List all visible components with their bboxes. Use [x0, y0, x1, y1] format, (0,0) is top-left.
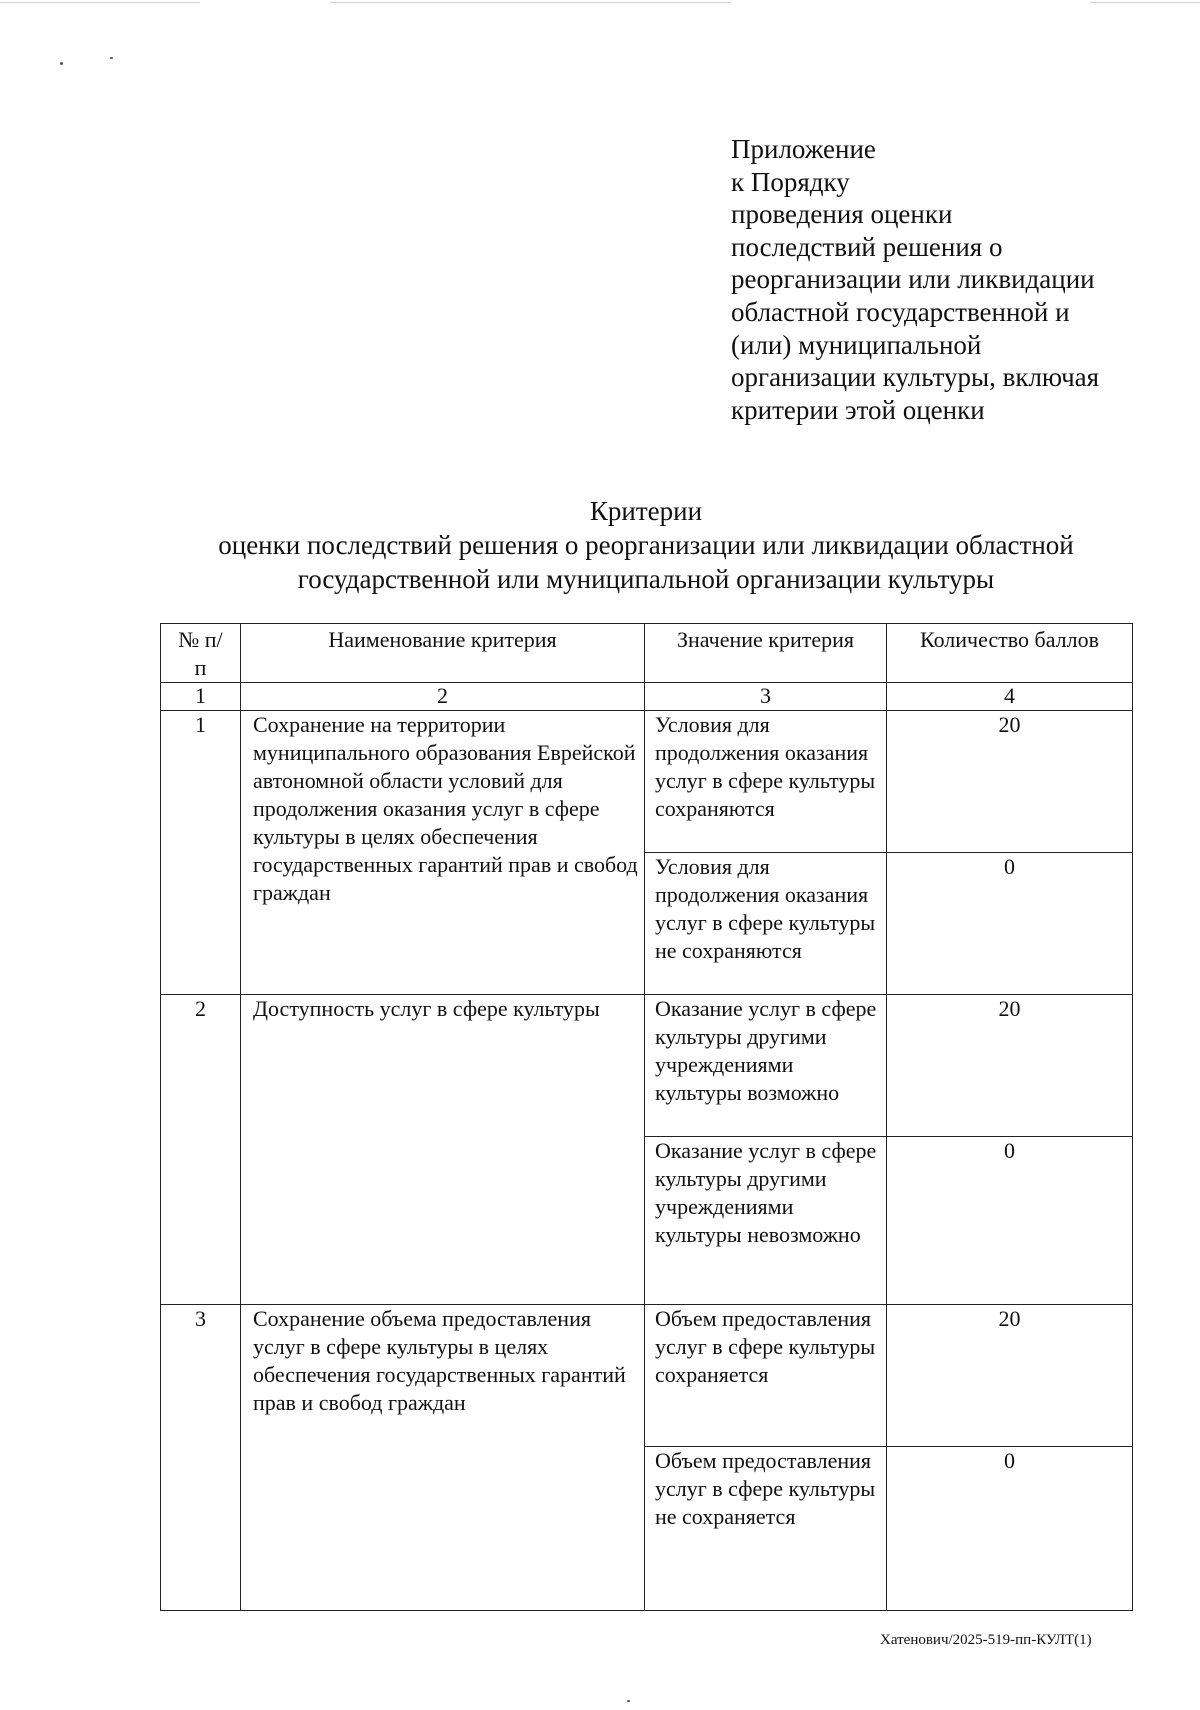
appendix-line: реорганизации или ликвидации: [731, 264, 1095, 295]
table-header-row: [161, 624, 1133, 683]
scan-speck: [60, 62, 63, 65]
criterion-name: Доступность услуг в сфере культуры: [241, 995, 645, 1305]
criteria-title-line: оценки последствий решения о реорганизации или ликвидации областной: [218, 530, 1074, 560]
criterion-name: Сохранение объема предоставления услуг в сфере культуры в целях обеспечения государственных гарантий прав и свобод граждан: [241, 1305, 645, 1611]
appendix-line: последствий решения о: [731, 231, 1003, 262]
criterion-points: 0: [887, 1447, 1133, 1611]
column-number: 2: [241, 683, 645, 711]
criterion-points: 0: [887, 1137, 1133, 1305]
criteria-title-line: Критерии: [589, 496, 703, 526]
appendix-line: проведения оценки: [731, 199, 953, 230]
header-num: № п/п: [161, 624, 241, 683]
criterion-value: Объем предоставления услуг в сфере культуры не сохраняется: [645, 1447, 887, 1611]
column-number-row: [161, 683, 1133, 711]
column-number: 3: [645, 683, 887, 711]
appendix-block: [731, 133, 1099, 426]
scan-edge-line: [330, 2, 730, 3]
appendix-line: критерии этой оценки: [731, 394, 985, 425]
criterion-value: Условия для продолжения оказания услуг в сфере культуры сохраняются: [645, 711, 887, 853]
criterion-points: 0: [887, 853, 1133, 995]
row-number: 3: [161, 1305, 241, 1611]
column-number: 4: [887, 683, 1133, 711]
header-points: Количество баллов: [887, 624, 1133, 683]
criterion-value: Условия для продолжения оказания услуг в сфере культуры не сохраняются: [645, 853, 887, 995]
scan-edge-line: [0, 2, 200, 3]
appendix-line: организации культуры, включая: [731, 362, 1100, 393]
table-row: [161, 1305, 1133, 1447]
table-row: [161, 711, 1133, 853]
appendix-line: областной государственной и: [731, 296, 1070, 327]
scan-speck: [627, 1700, 630, 1702]
criterion-name: Сохранение на территории муниципального образования Еврейской автономной области условий для продолжения оказания услуг в сфере культуры в целях обеспечения государственных гарантий прав и свобод граждан: [241, 711, 645, 995]
row-number: 1: [161, 711, 241, 995]
criterion-value: Оказание услуг в сфере культуры другими учреждениями культуры невозможно: [645, 1137, 887, 1305]
row-number: 2: [161, 995, 241, 1305]
criterion-value: Объем предоставления услуг в сфере культуры сохраняется: [645, 1305, 887, 1447]
document-reference: Хатенович/2025-519-пп-КУЛТ(1): [880, 1632, 1092, 1648]
table-row: [161, 995, 1133, 1137]
criterion-value: Оказание услуг в сфере культуры другими учреждениями культуры возможно: [645, 995, 887, 1137]
criteria-title: [150, 494, 1142, 596]
criteria-table: [160, 623, 1133, 1611]
appendix-line: (или) муниципальной: [731, 329, 982, 360]
criteria-title-line: государственной или муниципальной организации культуры: [297, 564, 995, 594]
appendix-line: Приложение: [731, 134, 876, 164]
header-value: Значение критерия: [645, 624, 887, 683]
criterion-points: 20: [887, 711, 1133, 853]
scan-edge-line: [1090, 2, 1200, 3]
header-name: Наименование критерия: [241, 624, 645, 683]
column-number: 1: [161, 683, 241, 711]
scan-speck: [110, 57, 113, 59]
criterion-points: 20: [887, 1305, 1133, 1447]
criterion-points: 20: [887, 995, 1133, 1137]
appendix-line: к Порядку: [731, 166, 850, 197]
